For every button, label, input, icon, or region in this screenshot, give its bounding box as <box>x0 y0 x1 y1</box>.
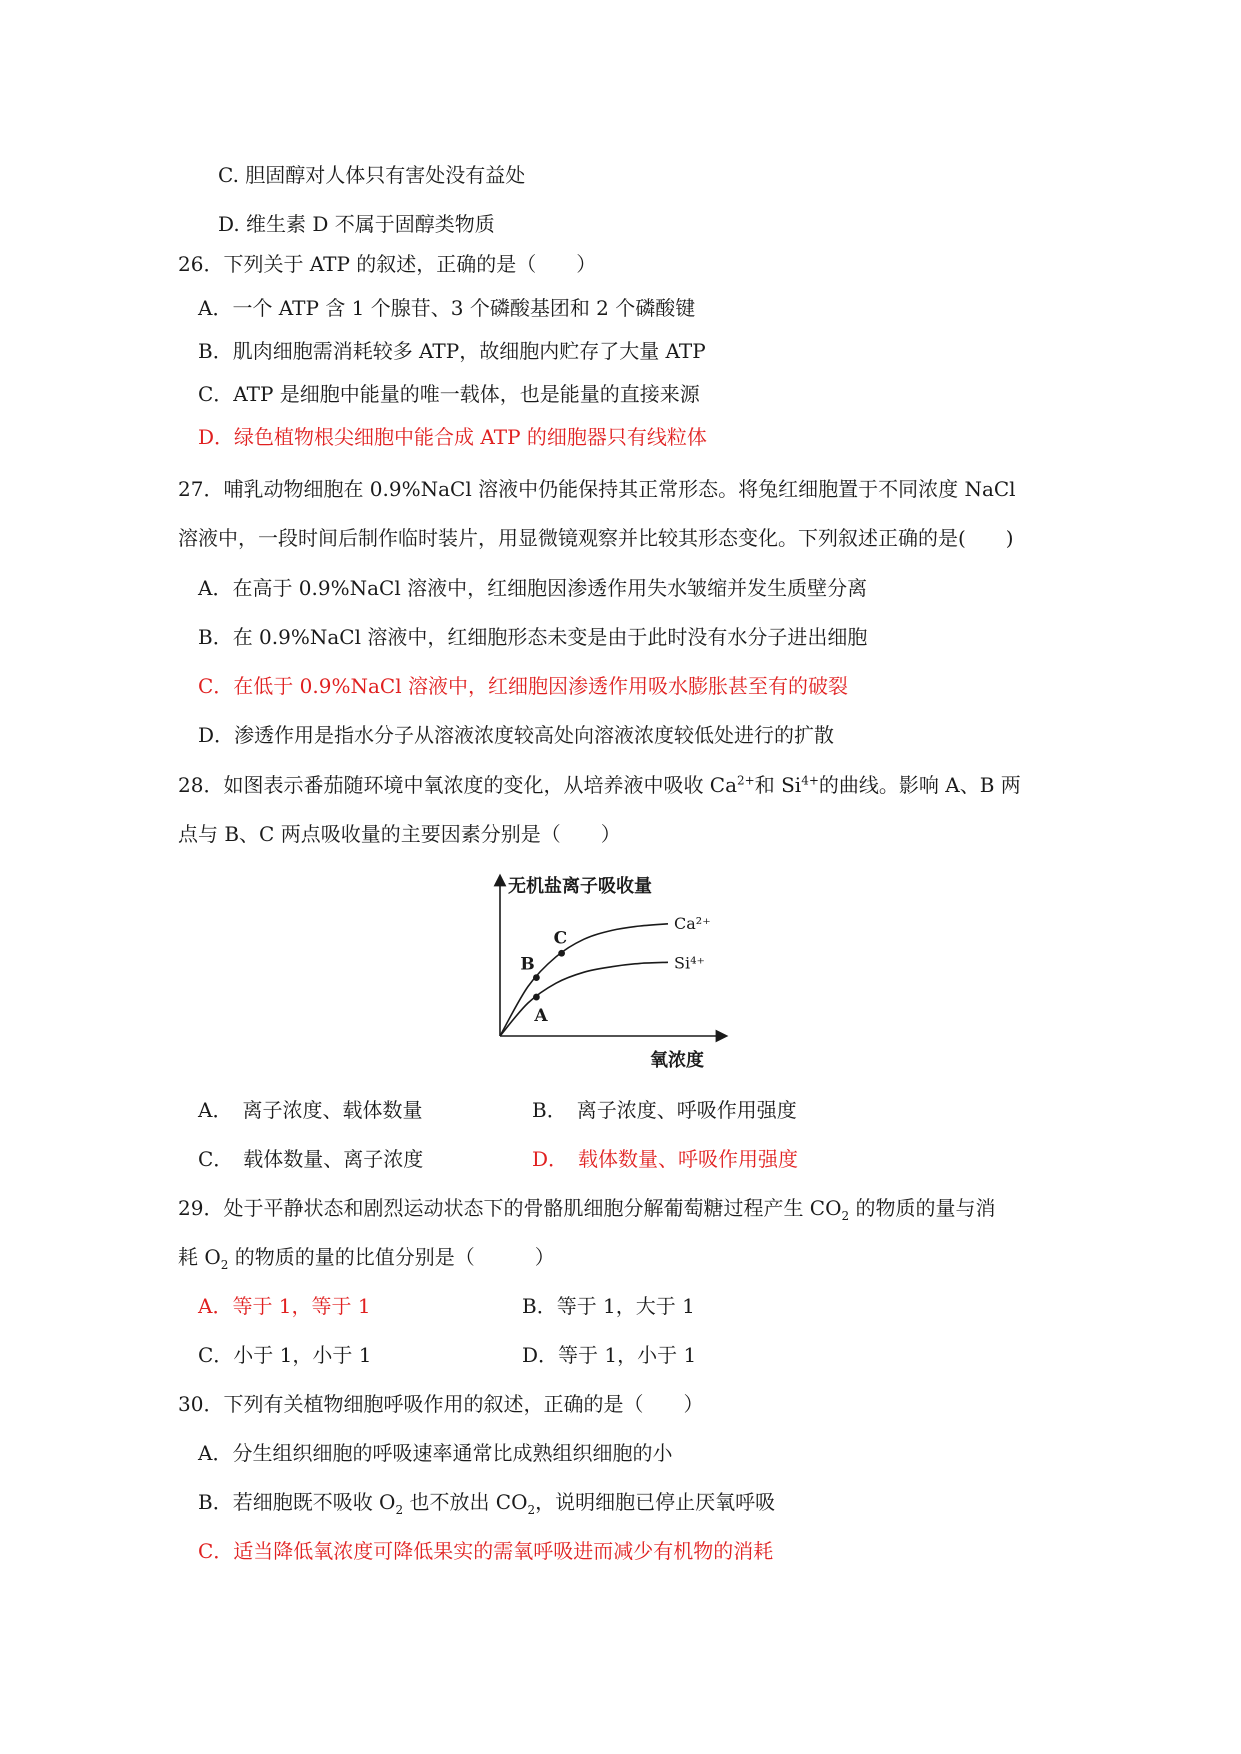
q27-stem-line2: 溶液中，一段时间后制作临时装片，用显微镜观察并比较其形态变化。下列叙述正确的是( ) <box>178 526 1014 550</box>
q29-stem-part1: 29．处于平静状态和剧烈运动状态下的骨骼肌细胞分解葡萄糖过程产生 CO <box>178 1196 842 1220</box>
q28-stem-part3: 的曲线。影响 A、B 两 <box>818 773 1021 797</box>
si-series-label: Si⁴⁺ <box>674 953 705 973</box>
point-c <box>558 950 565 957</box>
q30-option-b <box>198 1488 775 1516</box>
point-b <box>533 974 540 981</box>
q27-option-a: A．在高于 0.9%NaCl 溶液中，红细胞因渗透作用失水皱缩并发生质壁分离 <box>198 576 868 600</box>
q25-option-d: D. 维生素 D 不属于固醇类物质 <box>218 212 495 236</box>
q29-option-b: B．等于 1，大于 1 <box>522 1294 695 1318</box>
absorption-chart <box>480 862 770 1076</box>
q26-option-d-answer: D．绿色植物根尖细胞中能合成 ATP 的细胞器只有线粒体 <box>198 425 707 449</box>
q29-stem-part4: 的物质的量的比值分别是（ ） <box>228 1245 555 1269</box>
q29-stem-part3: 耗 O <box>178 1245 221 1269</box>
q29-stem-line2 <box>178 1243 555 1271</box>
co2-subscript: 2 <box>527 1503 536 1517</box>
y-axis-label: 无机盐离子吸收量 <box>508 876 652 897</box>
q26-option-b: B．肌肉细胞需消耗较多 ATP，故细胞内贮存了大量 ATP <box>198 339 706 363</box>
q26-option-a: A．一个 ATP 含 1 个腺苷、3 个磷酸基团和 2 个磷酸键 <box>198 296 696 320</box>
q30-b-part2: 也不放出 CO <box>403 1490 528 1514</box>
q30-option-c-answer: C．适当降低氧浓度可降低果实的需氧呼吸进而减少有机物的消耗 <box>198 1539 774 1563</box>
q27-option-b: B．在 0.9%NaCl 溶液中，红细胞形态未变是由于此时没有水分子进出细胞 <box>198 625 868 649</box>
ca-series-label: Ca²⁺ <box>674 913 711 933</box>
q29-stem-line1 <box>178 1194 996 1222</box>
si-charge: 4+ <box>801 773 819 788</box>
q27-stem-line1: 27．哺乳动物细胞在 0.9%NaCl 溶液中仍能保持其正常形态。将兔红细胞置于不同浓度 NaCl <box>178 477 1016 501</box>
ca-curve <box>500 924 668 1036</box>
q28-option-a: A． 离子浓度、载体数量 <box>198 1098 423 1122</box>
co2-subscript: 2 <box>841 1209 850 1223</box>
q27-option-c-answer: C．在低于 0.9%NaCl 溶液中，红细胞因渗透作用吸水膨胀甚至有的破裂 <box>198 674 848 698</box>
q25-option-c: C. 胆固醇对人体只有害处没有益处 <box>218 163 526 187</box>
q30-stem: 30．下列有关植物细胞呼吸作用的叙述，正确的是（ ） <box>178 1392 704 1416</box>
o2-subscript: 2 <box>220 1258 229 1272</box>
q28-stem-line2: 点与 B、C 两点吸收量的主要因素分别是（ ） <box>178 822 621 846</box>
q27-option-d: D．渗透作用是指水分子从溶液浓度较高处向溶液浓度较低处进行的扩散 <box>198 723 835 747</box>
point-c-label: C <box>553 928 568 949</box>
q28-stem-part2: 和 Si <box>754 773 802 797</box>
q26-option-c: C．ATP 是细胞中能量的唯一载体，也是能量的直接来源 <box>198 382 700 406</box>
q30-option-a: A．分生组织细胞的呼吸速率通常比成熟组织细胞的小 <box>198 1441 673 1465</box>
q28-option-d-answer: D． 载体数量、呼吸作用强度 <box>532 1147 799 1171</box>
q30-b-part1: B．若细胞既不吸收 O <box>198 1490 396 1514</box>
point-a <box>533 994 540 1001</box>
q29-option-c: C．小于 1，小于 1 <box>198 1343 372 1367</box>
ca-charge: 2+ <box>737 773 755 788</box>
q26-stem: 26．下列关于 ATP 的叙述，正确的是（ ） <box>178 252 597 276</box>
q28-stem-part1: 28．如图表示番茄随环境中氧浓度的变化，从培养液中吸收 Ca <box>178 773 738 797</box>
q28-option-c: C． 载体数量、离子浓度 <box>198 1147 424 1171</box>
x-axis-label: 氧浓度 <box>650 1050 704 1071</box>
q29-stem-part2: 的物质的量与消 <box>849 1196 996 1220</box>
q28-stem-line1 <box>178 771 1021 799</box>
point-a-label: A <box>534 1006 548 1027</box>
q30-b-part3: ，说明细胞已停止厌氧呼吸 <box>535 1490 776 1514</box>
q29-option-d: D．等于 1，小于 1 <box>522 1343 697 1367</box>
o2-subscript: 2 <box>395 1503 404 1517</box>
q29-option-a-answer: A．等于 1，等于 1 <box>198 1294 371 1318</box>
point-b-label: B <box>520 954 535 975</box>
q28-option-b: B． 离子浓度、呼吸作用强度 <box>532 1098 797 1122</box>
